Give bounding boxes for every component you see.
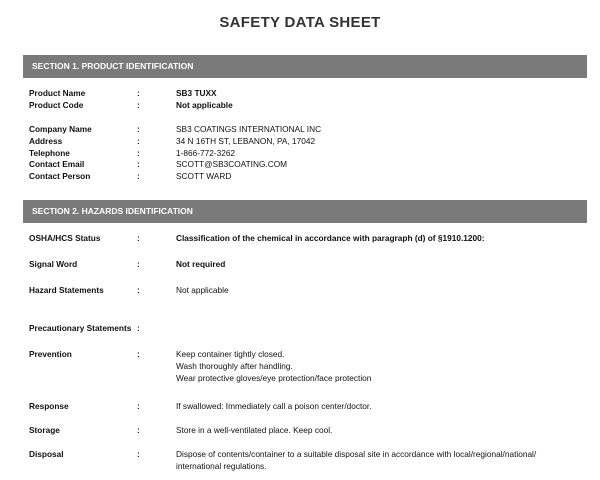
company-name-value: SB3 COATINGS INTERNATIONAL INC (176, 124, 322, 134)
prevention-line: Wear protective gloves/eye protection/face protection (176, 373, 372, 383)
disposal-line: international regulations. (176, 461, 267, 471)
colon: : (137, 285, 140, 295)
prevention-label: Prevention (29, 349, 72, 359)
telephone-label: Telephone (29, 148, 70, 158)
section1-heading: SECTION 1. PRODUCT IDENTIFICATION (23, 55, 587, 78)
address-value: 34 N 16TH ST, LEBANON, PA, 17042 (176, 136, 316, 146)
signal-word-value: Not required (176, 259, 226, 269)
colon: : (137, 88, 140, 98)
hazard-statements-label: Hazard Statements (29, 285, 104, 295)
disposal-label: Disposal (29, 449, 64, 459)
prevention-line: Keep container tightly closed. (176, 349, 285, 359)
precautionary-statements-label: Precautionary Statements (29, 323, 132, 333)
hazard-statements-value: Not applicable (176, 285, 229, 295)
company-name-label: Company Name (29, 124, 92, 134)
colon: : (137, 259, 140, 269)
response-value: If swallowed: Immediately call a poison center/doctor. (176, 401, 372, 411)
colon: : (137, 401, 140, 411)
colon: : (137, 425, 140, 435)
contact-person-value: SCOTT WARD (176, 171, 232, 181)
product-code-value: Not applicable (176, 100, 233, 110)
prevention-line: Wash thoroughly after handling. (176, 361, 293, 371)
product-name-label: Product Name (29, 88, 86, 98)
colon: : (137, 100, 140, 110)
signal-word-label: Signal Word (29, 259, 78, 269)
colon: : (137, 171, 140, 181)
disposal-value (176, 448, 586, 472)
product-name-value: SB3 TUXX (176, 88, 217, 98)
colon: : (137, 323, 140, 333)
osha-status-label: OSHA/HCS Status (29, 233, 101, 243)
colon: : (137, 124, 140, 134)
storage-value: Store in a well-ventilated place. Keep cool. (176, 425, 333, 435)
colon: : (137, 449, 140, 459)
colon: : (137, 148, 140, 158)
disposal-line: Dispose of contents/container to a suitable disposal site in accordance with local/regional/national/ (176, 449, 537, 459)
response-label: Response (29, 401, 69, 411)
prevention-value (176, 348, 586, 384)
colon: : (137, 233, 140, 243)
product-code-label: Product Code (29, 100, 84, 110)
section2-heading: SECTION 2. HAZARDS IDENTIFICATION (23, 200, 587, 223)
colon: : (137, 159, 140, 169)
document-title: SAFETY DATA SHEET (219, 14, 381, 31)
contact-email-label: Contact Email (29, 159, 85, 169)
address-label: Address (29, 136, 63, 146)
storage-label: Storage (29, 425, 60, 435)
telephone-value: 1-866-772-3262 (176, 148, 236, 158)
contact-person-label: Contact Person (29, 171, 91, 181)
contact-email-value: SCOTT@SB3COATING.COM (176, 159, 288, 169)
osha-status-value: Classification of the chemical in accordance with paragraph (d) of §1910.1200: (176, 233, 485, 243)
colon: : (137, 349, 140, 359)
colon: : (137, 136, 140, 146)
